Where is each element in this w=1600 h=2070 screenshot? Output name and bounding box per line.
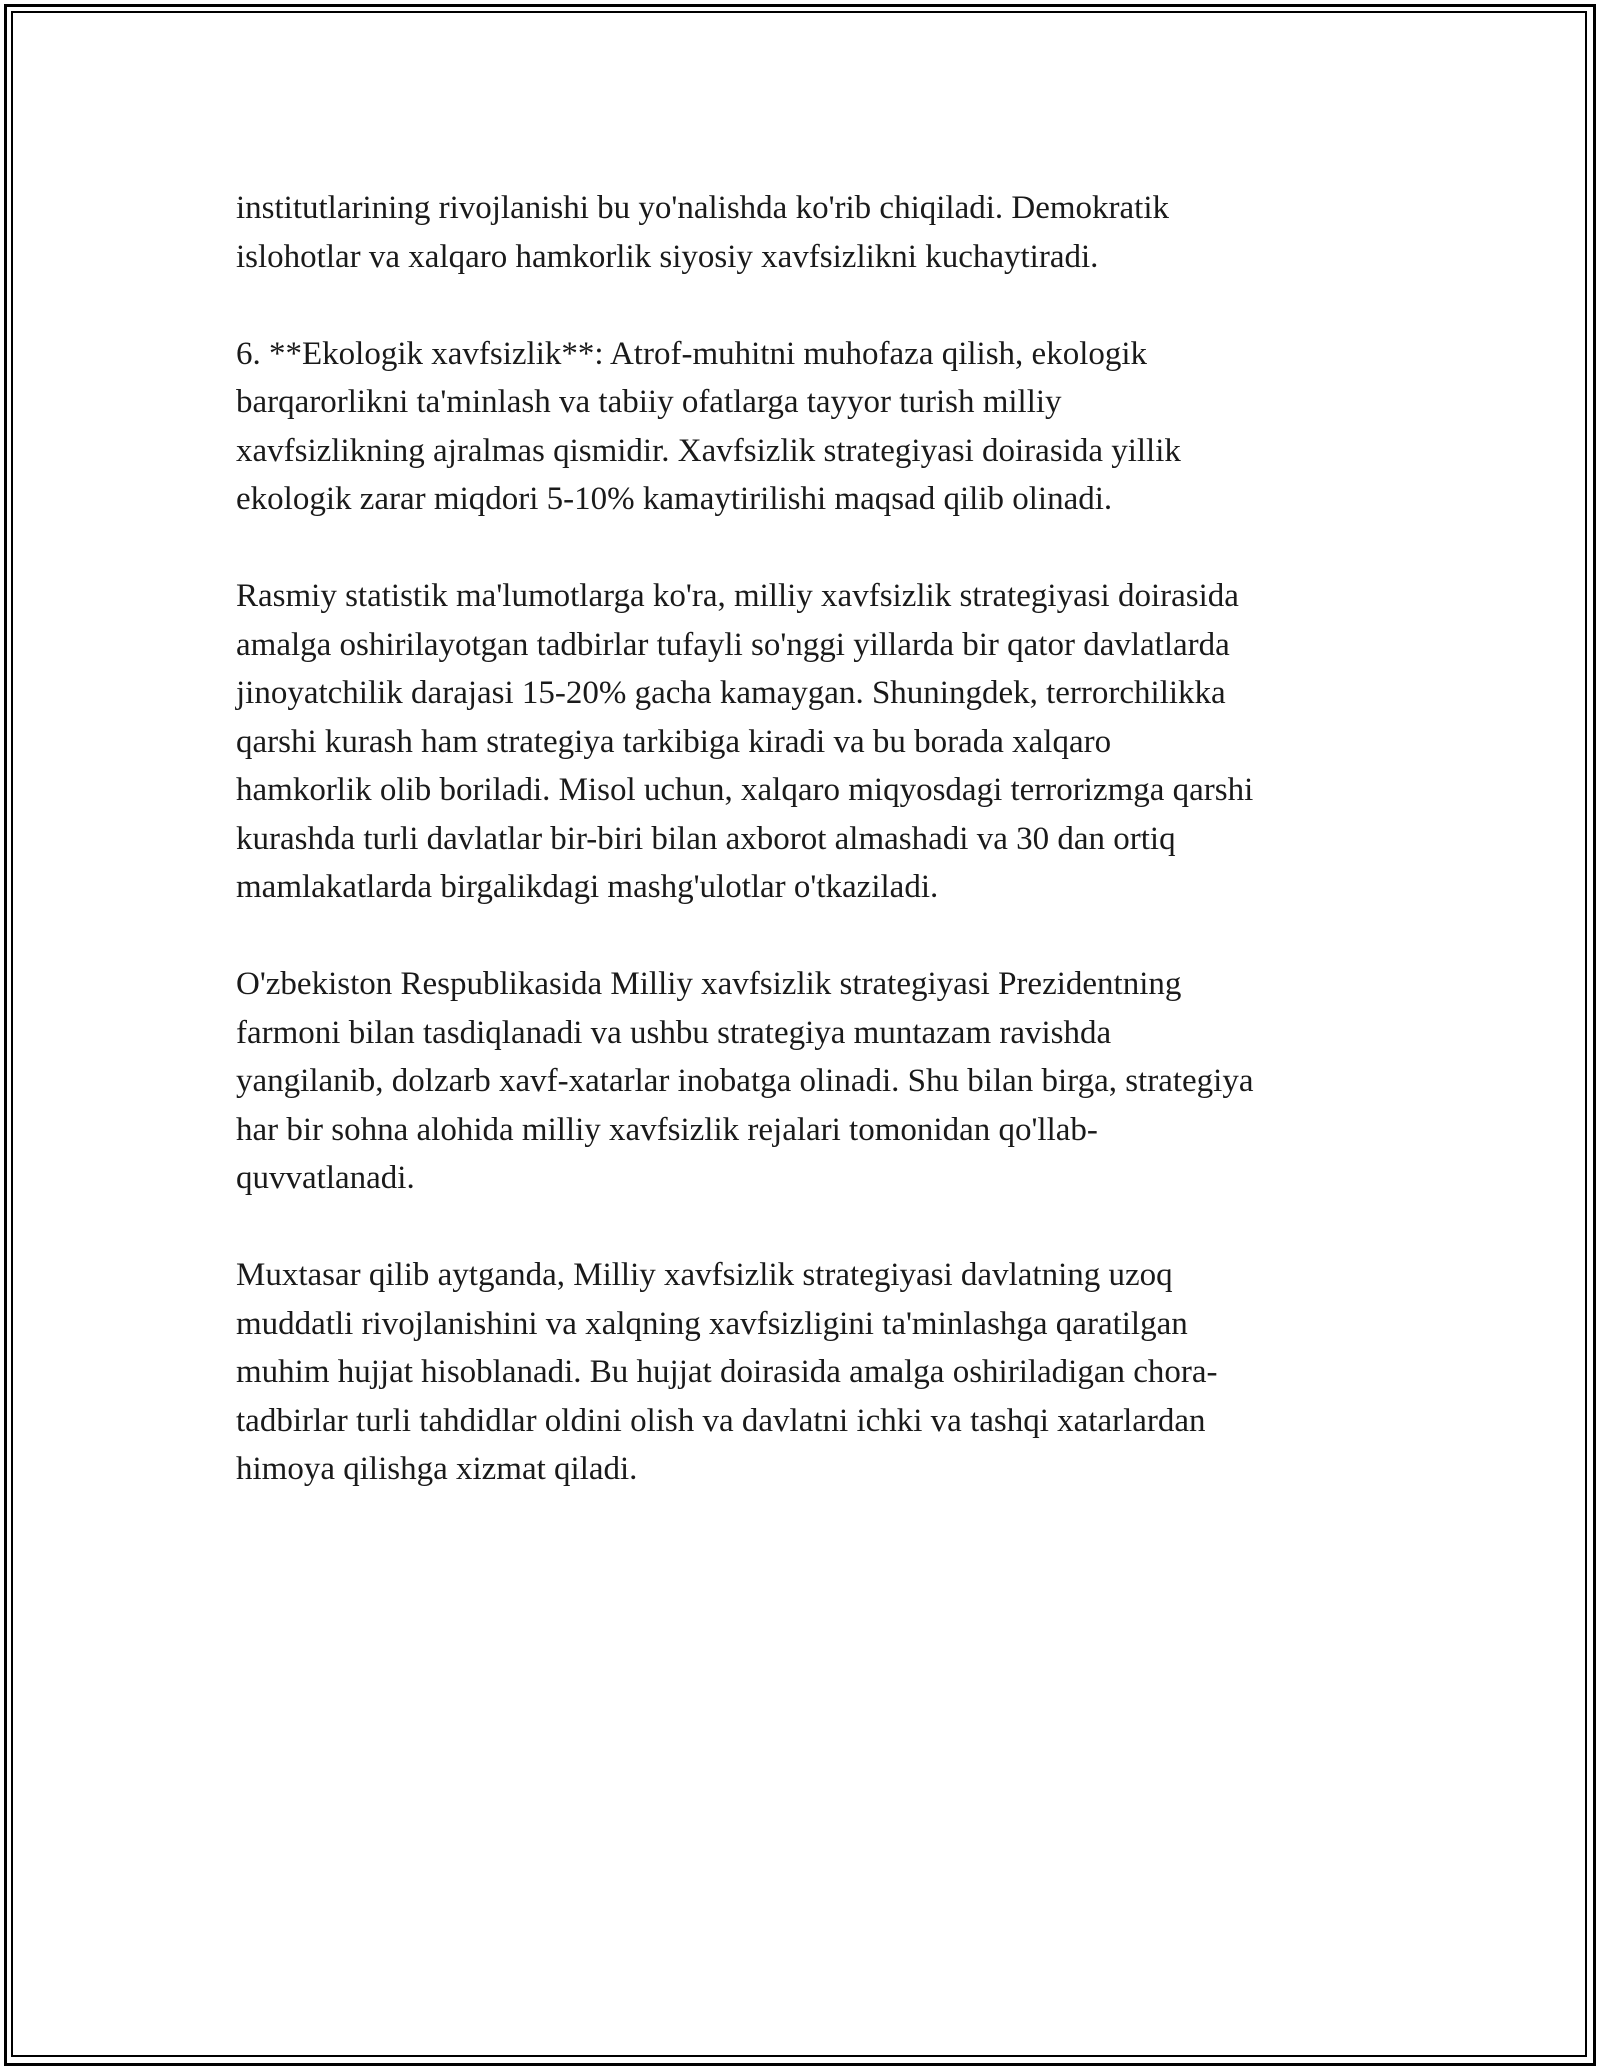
text-line: Muxtasar qilib aytganda, Milliy xavfsizlik strategiyasi davlatning uzoq <box>236 1257 1173 1293</box>
text-line: amalga oshirilayotgan tadbirlar tufayli so'nggi yillarda bir qator davlatlarda <box>236 626 1230 663</box>
paragraph-uzbekistan-strategy <box>236 960 1376 1203</box>
text-line: himoya qilishga xizmat qiladi. <box>236 1451 638 1487</box>
text-line: hamkorlik olib boriladi. Misol uchun, xalqaro miqyosdagi terrorizmga qarshi <box>236 772 1254 808</box>
text-line: muddatli rivojlanishini va xalqning xavfsizligini ta'minlashga qaratilgan <box>236 1305 1188 1342</box>
text-line: O'zbekiston Respublikasida Milliy xavfsizlik strategiyasi Prezidentning <box>236 966 1182 1002</box>
text-line: tadbirlar turli tahdidlar oldini olish va davlatni ichki va tashqi xatarlardan <box>236 1402 1206 1439</box>
paragraph-conclusion <box>236 1251 1376 1494</box>
text-line: har bir sohna alohida milliy xavfsizlik rejalari tomonidan qo'llab- <box>236 1111 1098 1148</box>
text-line: ekologik zarar miqdori 5-10% kamaytirilishi maqsad qilib olinadi. <box>236 481 1113 517</box>
text-line: quvvatlanadi. <box>236 1160 415 1196</box>
text-line: Rasmiy statistik ma'lumotlarga ko'ra, milliy xavfsizlik strategiyasi doirasida <box>236 578 1239 614</box>
text-line: xavfsizlikning ajralmas qismidir. Xavfsizlik strategiyasi doirasida yillik <box>236 432 1181 469</box>
text-line: islohotlar va xalqaro hamkorlik siyosiy xavfsizlikni kuchaytiradi. <box>236 238 1099 275</box>
text-line: yangilanib, dolzarb xavf-xatarlar inobatga olinadi. Shu bilan birga, strategiya <box>236 1063 1254 1099</box>
text-line: qarshi kurash ham strategiya tarkibiga kiradi va bu borada xalqaro <box>236 723 1112 760</box>
paragraph-political-security-end <box>236 184 1376 281</box>
paragraph-ecological-security <box>236 330 1376 524</box>
text-line: 6. **Ekologik xavfsizlik**: Atrof-muhitni muhofaza qilish, ekologik <box>236 335 1148 372</box>
text-line: mamlakatlarda birgalikdagi mashg'ulotlar o'tkaziladi. <box>236 869 939 905</box>
text-line: kurashda turli davlatlar bir-biri bilan axborot almashadi va 30 dan ortiq <box>236 820 1176 857</box>
text-line: jinoyatchilik darajasi 15-20% gacha kamaygan. Shuningdek, terrorchilikka <box>236 675 1226 711</box>
text-line: barqarorlikni ta'minlash va tabiiy ofatlarga tayyor turish milliy <box>236 384 1062 420</box>
document-body <box>236 184 1376 1542</box>
paragraph-statistics <box>236 572 1376 912</box>
text-line: farmoni bilan tasdiqlanadi va ushbu strategiya muntazam ravishda <box>236 1014 1112 1051</box>
text-line: muhim hujjat hisoblanadi. Bu hujjat doirasida amalga oshiriladigan chora- <box>236 1354 1218 1390</box>
text-line: institutlarining rivojlanishi bu yo'nalishda ko'rib chiqiladi. Demokratik <box>236 190 1170 226</box>
